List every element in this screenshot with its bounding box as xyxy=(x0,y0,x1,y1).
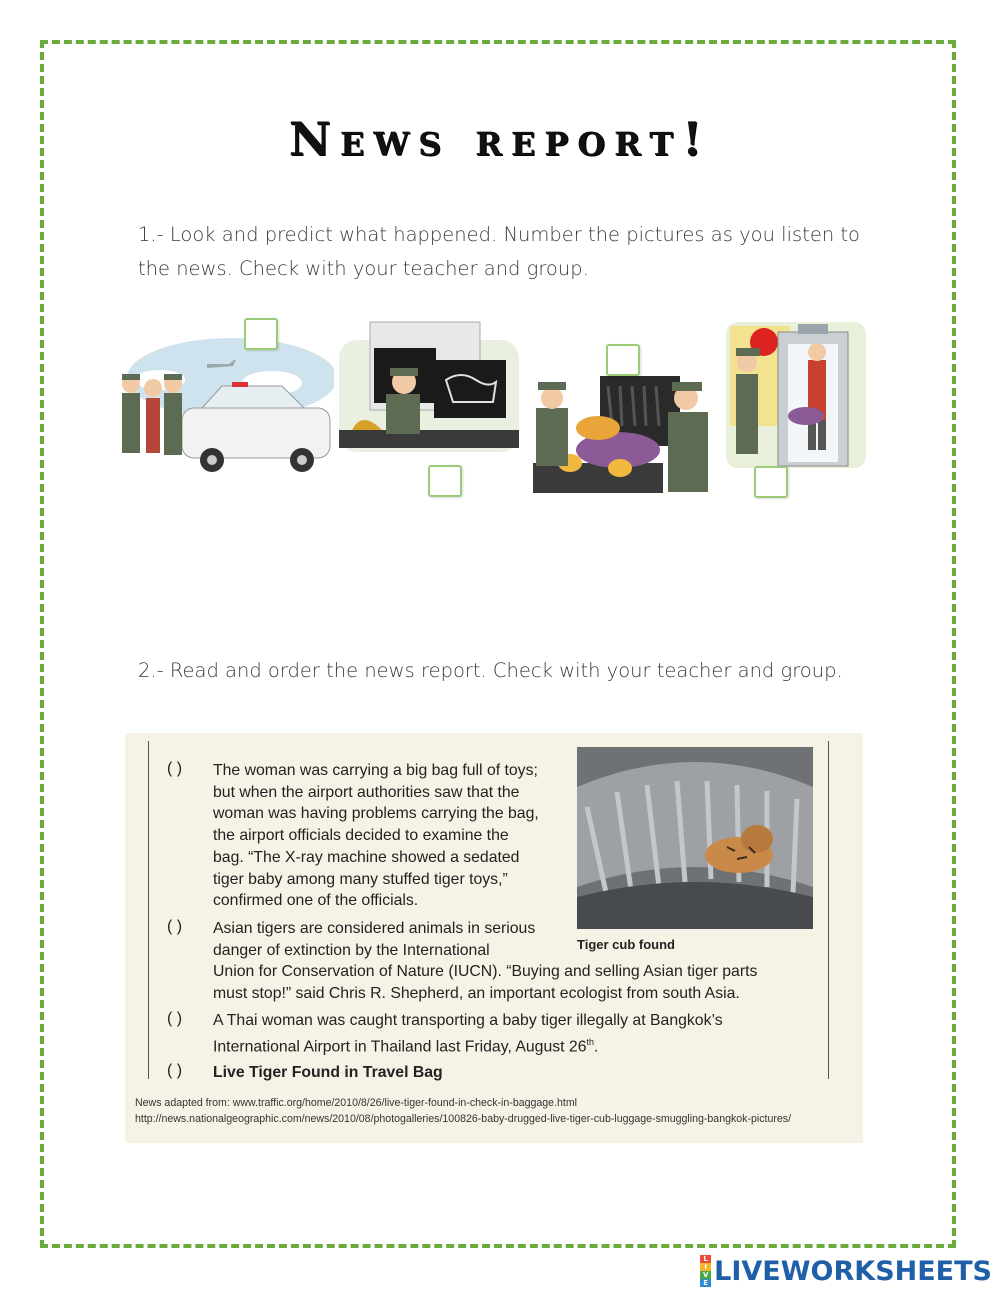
answer-box-1[interactable] xyxy=(244,318,278,350)
source-line-2: http://news.nationalgeographic.com/news/2010/08/photogalleries/100826-baby-drugged-live-tiger-cub-luggage-smuggling-bangkok-pictures/ xyxy=(135,1113,792,1125)
paragraph-1 xyxy=(213,760,539,912)
right-rule xyxy=(828,741,829,1079)
paragraph-line: danger of extinction by the International xyxy=(213,941,490,959)
answer-box-3[interactable] xyxy=(606,344,640,376)
answer-box-4[interactable] xyxy=(754,466,788,498)
picture-xray-screen xyxy=(334,320,524,460)
page-title: News report! xyxy=(288,112,712,166)
paragraph-line: the airport officials decided to examine the xyxy=(213,827,509,845)
news-article xyxy=(125,733,863,1143)
paragraph-line: tiger baby among many stuffed tiger toys,” xyxy=(213,870,508,888)
tiger-cub-photo xyxy=(577,747,813,929)
order-blank-2[interactable]: ( ) xyxy=(167,918,183,935)
brand-logo xyxy=(700,1256,992,1286)
paragraph-line: Union for Conservation of Nature (IUCN). “Buying and selling Asian tiger parts xyxy=(213,963,758,981)
instruction-2: 2.- Read and order the news report. Check with your teacher and group. xyxy=(138,659,843,682)
paragraph-line xyxy=(213,1032,723,1058)
order-blank-4[interactable]: ( ) xyxy=(167,1062,183,1079)
paragraph-line: confirmed one of the officials. xyxy=(213,892,419,910)
paragraph-line: woman was having problems carrying the bag, xyxy=(213,805,539,823)
brand-mark-letter: E xyxy=(700,1279,711,1287)
brand-mark-letter: I xyxy=(700,1263,711,1271)
paragraph-line: The woman was carrying a big bag full of toys; xyxy=(213,762,538,779)
picture-tiger-cubs xyxy=(528,368,718,496)
paragraph-line-text: International Airport in Thailand last Friday, August 26 xyxy=(213,1037,587,1055)
brand-mark-icon xyxy=(700,1255,711,1287)
period: . xyxy=(594,1037,599,1055)
order-blank-3[interactable]: ( ) xyxy=(167,1010,183,1027)
paragraph-2 xyxy=(213,918,757,1005)
paragraph-line: but when the airport authorities saw that the xyxy=(213,783,520,801)
picture-police-car xyxy=(112,338,334,478)
answer-box-2[interactable] xyxy=(428,465,462,497)
source-line-1: News adapted from: www.traffic.org/home/2010/8/26/live-tiger-found-in-check-in-baggage.html xyxy=(135,1097,578,1109)
left-rule xyxy=(148,741,149,1079)
instruction-1: 1.- Look and predict what happened. Number the pictures as you listen to the news. Check with your teacher and group. xyxy=(138,223,860,280)
paragraph-line: A Thai woman was caught transporting a baby tiger illegally at Bangkok’s xyxy=(213,1012,723,1029)
paragraph-line: must stop!” said Chris R. Shepherd, an important ecologist from south Asia. xyxy=(213,985,740,1003)
paragraph-line: bag. “The X-ray machine showed a sedated xyxy=(213,848,520,866)
photo-caption: Tiger cub found xyxy=(577,937,675,952)
brand-name: LIVEWORKSHEETS xyxy=(714,1255,992,1287)
order-blank-1[interactable]: ( ) xyxy=(167,760,183,777)
brand-mark-letter: L xyxy=(700,1255,711,1263)
headline: Live Tiger Found in Travel Bag xyxy=(213,1064,443,1081)
paragraph-3 xyxy=(213,1010,723,1058)
ordinal-suffix: th xyxy=(586,1036,595,1047)
picture-metal-detector xyxy=(724,320,872,470)
paragraph-line: Asian tigers are considered animals in serious xyxy=(213,920,536,937)
brand-mark-letter: V xyxy=(700,1271,711,1279)
